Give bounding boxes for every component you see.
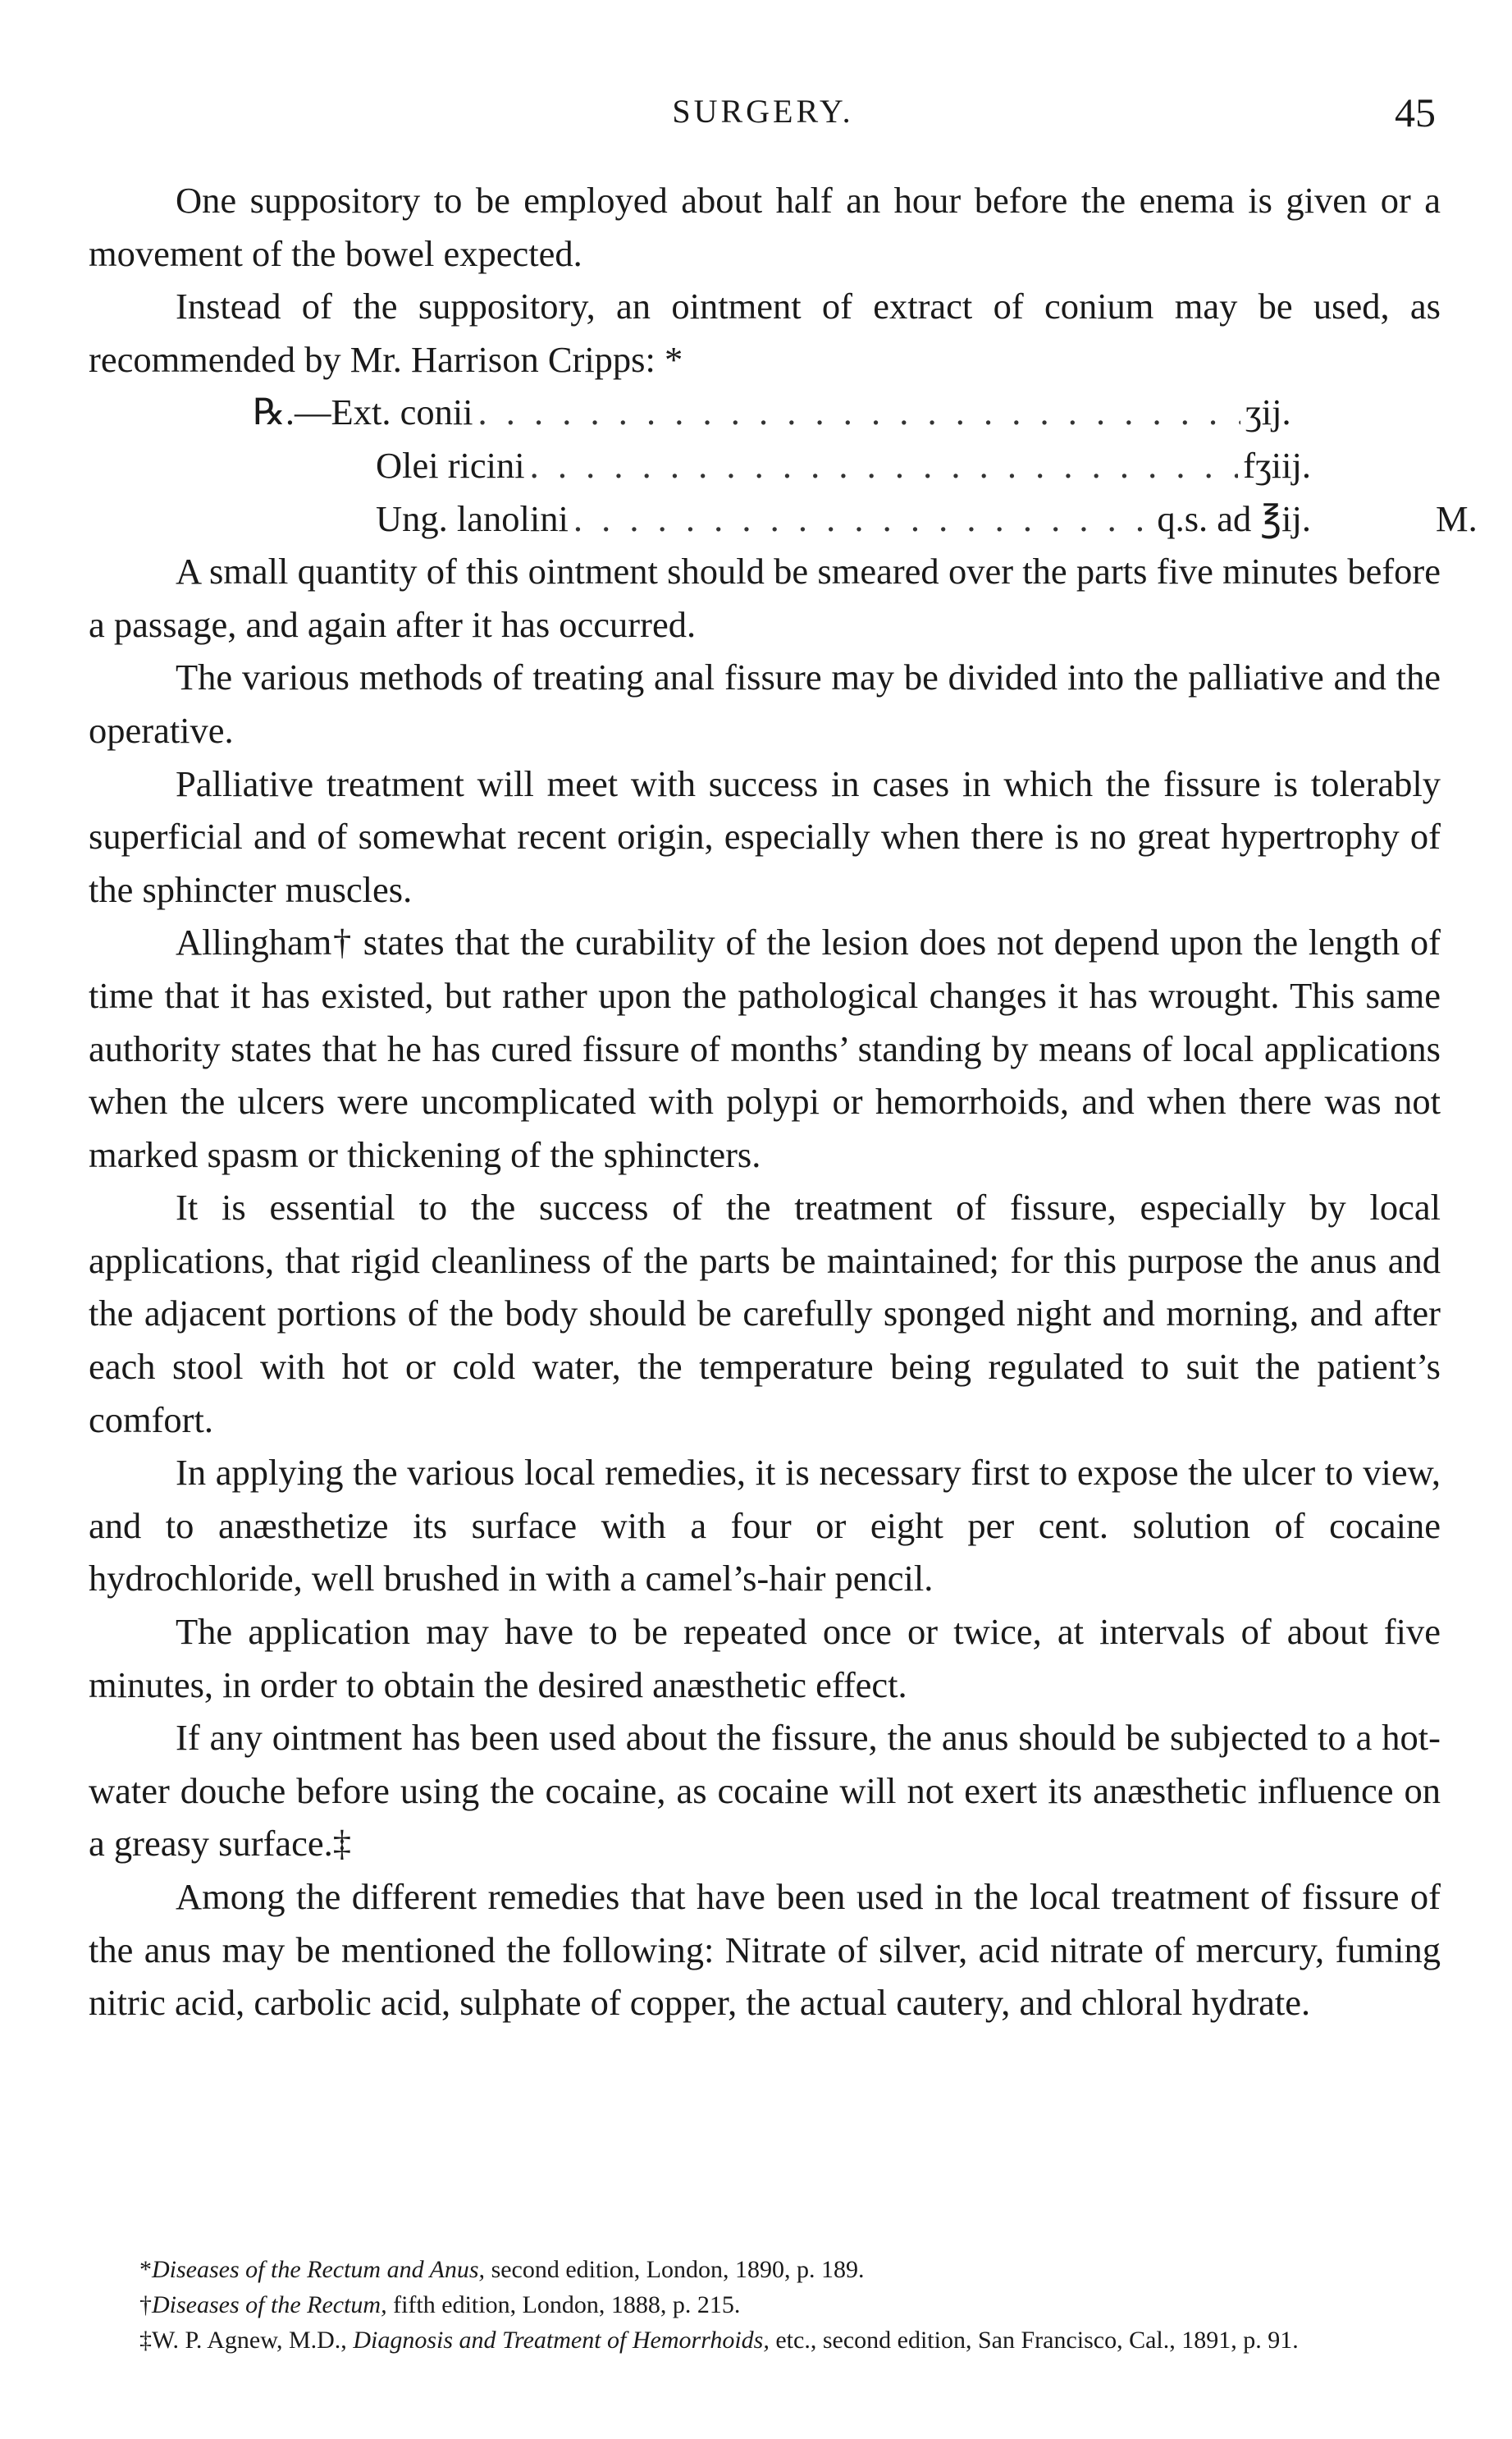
- prescription-mix-sign: M.: [1436, 497, 1478, 539]
- footnote-mark: †: [139, 2291, 152, 2318]
- dot-leader: [478, 386, 1240, 439]
- prescription-line: [253, 492, 1478, 546]
- prescription-amount: fʒiij.: [1243, 444, 1311, 486]
- footnote-title: Diseases of the Rectum,: [152, 2291, 387, 2318]
- paragraph-ointment-use: A small quantity of this ointment should be smeared over the parts five minutes before a passage, and again after it has occurred.: [89, 551, 1441, 645]
- prescription-line: [253, 386, 1441, 439]
- prescription-amount: ʒij.: [1245, 391, 1291, 433]
- footnotes: [89, 2252, 1441, 2358]
- footnote-mark: *: [139, 2256, 152, 2283]
- footnote-details: etc., second edition, San Francisco, Cal., 1891, p. 91.: [769, 2327, 1299, 2354]
- dot-leader: [530, 439, 1239, 492]
- footnote-details: fifth edition, London, 1888, p. 215.: [386, 2291, 741, 2318]
- paragraph-methods: The various methods of treating anal fissure may be divided into the palliative and the operative.: [89, 657, 1441, 751]
- dot-leader: [573, 492, 1153, 546]
- paragraph-allingham: Allingham† states that the curability of the lesion does not depend upon the length of time that it has existed, but rather upon the pathological changes it has wrought. This same authority states that he has cured fissure of months’ standing by means of local applications when the ulcers were uncomplicated with polypi or hemorrhoids, and when there was not marked spasm or thickening of the sphincters.: [89, 922, 1441, 1175]
- footnote-title: Diagnosis and Treatment of Hemorrhoids,: [353, 2327, 770, 2354]
- footnote: [89, 2287, 1441, 2322]
- prescription-line: [253, 439, 1441, 492]
- footnote-author: W. P. Agnew, M.D.,: [152, 2327, 354, 2354]
- footnote: [89, 2252, 1441, 2287]
- footnote-details: second edition, London, 1890, p. 189.: [485, 2256, 865, 2283]
- prescription-ingredient: Olei ricini: [376, 444, 525, 486]
- running-head: [90, 89, 1436, 138]
- footnote-title: Diseases of the Rectum and Anus,: [152, 2256, 486, 2283]
- paragraph-cocaine: In applying the various local remedies, it is necessary first to expose the ulcer to view, and to anæsthetize its surface with a four or eight per cent. solution of cocaine hydrochloride, well brushed in with a camel’s-hair pencil.: [89, 1452, 1441, 1599]
- paragraph-ointment-alternative: Instead of the suppository, an ointment of extract of conium may be used, as recommended by Mr. Harrison Cripps: *: [89, 286, 1441, 380]
- prescription-formula: [89, 386, 1478, 545]
- footnote: [89, 2322, 1441, 2358]
- body-text: [89, 174, 1478, 2029]
- paragraph-repeat-application: The application may have to be repeated once or twice, at intervals of about five minutes, in order to obtain the desired anæsthetic effect.: [89, 1611, 1441, 1705]
- footnote-mark: ‡: [139, 2327, 152, 2354]
- paragraph-palliative: Palliative treatment will meet with success in cases in which the fissure is tolerably superficial and of somewhat recent origin, especially when there is no great hypertrophy of the sphincter muscles.: [89, 762, 1441, 910]
- paragraph-remedies: Among the different remedies that have been used in the local treatment of fissure of the anus may be mentioned the following: Nitrate of silver, acid nitrate of mercury, fuming nitric acid, carbolic acid, sulphate of copper, the actual cautery, and chloral hydrate.: [89, 1876, 1441, 2024]
- prescription-ingredient: ℞.—Ext. conii: [253, 391, 473, 433]
- paragraph-suppository: One suppository to be employed about half an hour before the enema is given or a movement of the bowel expected.: [89, 180, 1441, 274]
- paragraph-douche: If any ointment has been used about the fissure, the anus should be subjected to a hot-water douche before using the cocaine, as cocaine will not exert its anæsthetic influence on a greasy surface.‡: [89, 1717, 1441, 1865]
- paragraph-cleanliness: It is essential to the success of the treatment of fissure, especially by local applications, that rigid cleanliness of the parts be maintained; for this purpose the anus and the adjacent portions of the body should be carefully sponged night and morning, and after each stool with hot or cold water, the temperature being regulated to suit the patient’s comfort.: [89, 1187, 1441, 1440]
- prescription-ingredient: Ung. lanolini: [376, 497, 569, 539]
- prescription-amount: q.s. ad ℥ij.: [1157, 497, 1311, 539]
- running-title: SURGERY.: [672, 93, 854, 130]
- page-number: 45: [1395, 89, 1436, 135]
